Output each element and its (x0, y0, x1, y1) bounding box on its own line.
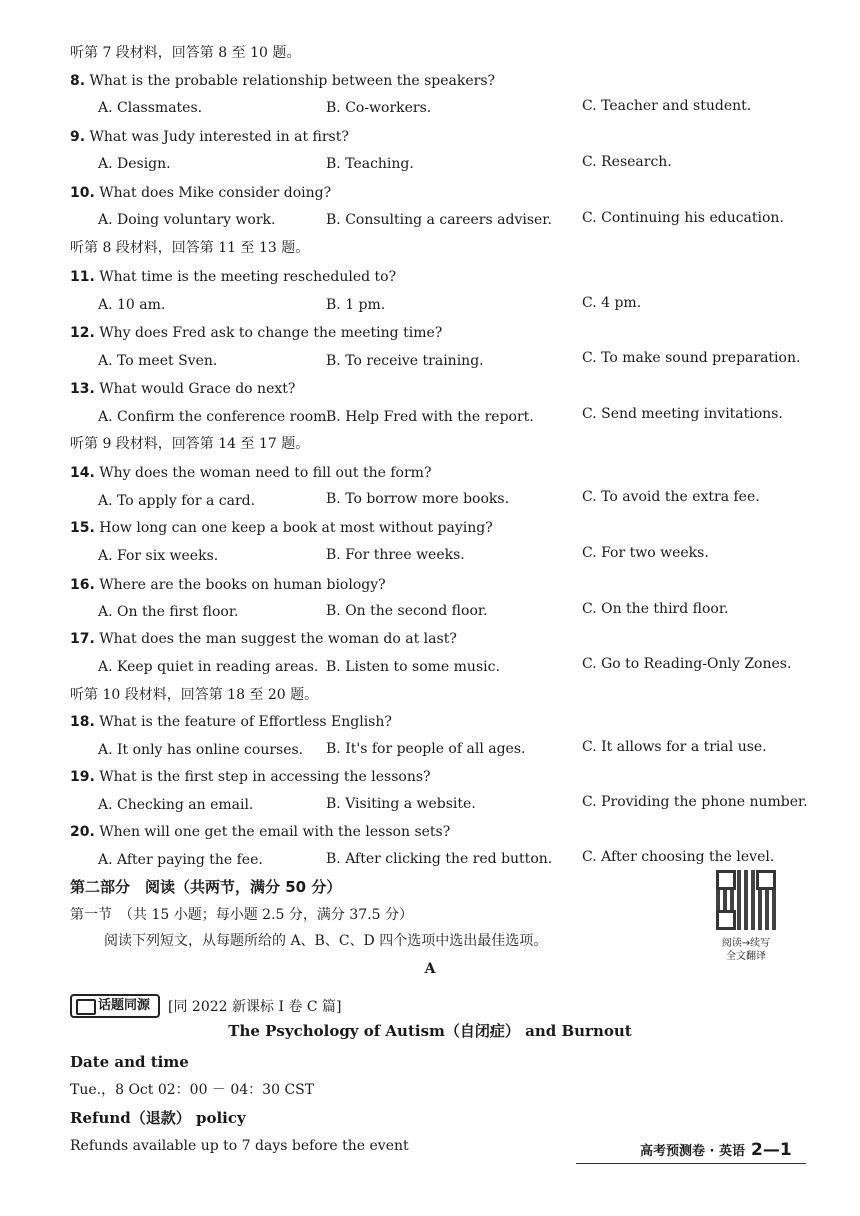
option-a: A. To apply for a card. (98, 493, 256, 509)
option-a: A. It only has online courses. (98, 742, 304, 758)
option-b: B. Teaching. (326, 156, 414, 172)
refund-heading: Refund（退款） policy (70, 1109, 246, 1127)
qr-caption-line2: 全文翻译 (726, 951, 766, 962)
option-b: B. Visiting a website. (326, 796, 476, 812)
option-b: B. To borrow more books. (326, 491, 510, 507)
question-number: 10. (70, 185, 95, 201)
option-a: A. Checking an email. (98, 797, 254, 813)
question-number: 9. (70, 129, 86, 145)
question-text: What does Mike consider doing? (99, 185, 332, 201)
question-10 (70, 184, 331, 202)
question-8 (70, 72, 495, 90)
option-b: B. 1 pm. (326, 297, 386, 313)
question-12 (70, 324, 442, 342)
topic-tag-label: 话题同源 (98, 998, 151, 1013)
question-text: What is the first step in accessing the lessons? (99, 769, 431, 785)
topic-tag (70, 994, 160, 1018)
option-c: C. To avoid the extra fee. (582, 489, 760, 505)
option-a: A. Design. (98, 156, 171, 172)
option-b: B. Listen to some music. (326, 659, 500, 675)
question-text: Where are the books on human biology? (99, 577, 386, 593)
question-14 (70, 464, 431, 482)
question-number: 15. (70, 520, 95, 536)
option-b: B. After clicking the red button. (326, 851, 553, 867)
question-9 (70, 128, 349, 146)
question-19 (70, 768, 431, 786)
question-number: 19. (70, 769, 95, 785)
question-20 (70, 823, 450, 841)
question-text: What was Judy interested in at first? (89, 129, 349, 145)
book-icon (76, 999, 96, 1015)
topic-reference: [同 2022 新课标 Ⅰ 卷 C 篇] (168, 999, 342, 1015)
option-c: C. Go to Reading-Only Zones. (582, 656, 792, 672)
option-a: A. 10 am. (98, 297, 166, 313)
option-c: C. Send meeting invitations. (582, 406, 783, 422)
question-number: 16. (70, 577, 95, 593)
question-number: 12. (70, 325, 95, 341)
question-number: 8. (70, 73, 86, 89)
topic-badge (70, 994, 342, 1018)
option-c: C. After choosing the level. (582, 849, 775, 865)
question-11 (70, 268, 396, 286)
option-a: A. After paying the fee. (98, 852, 263, 868)
option-a: A. Keep quiet in reading areas. (98, 659, 319, 675)
option-a: A. For six weeks. (98, 548, 219, 564)
part2-instruction: 阅读下列短文，从每题所给的 A、B、C、D 四个选项中选出最佳选项。 (104, 933, 548, 949)
question-number: 13. (70, 381, 95, 397)
page-number: 2—1 (751, 1140, 792, 1160)
section-10-heading: 听第 10 段材料，回答第 18 至 20 题。 (70, 687, 319, 703)
qr-code[interactable] (716, 870, 776, 930)
option-b: B. Consulting a careers adviser. (326, 212, 552, 228)
question-number: 14. (70, 465, 95, 481)
section-8-heading: 听第 8 段材料，回答第 11 至 13 题。 (70, 240, 310, 256)
option-b: B. For three weeks. (326, 547, 465, 563)
question-number: 20. (70, 824, 95, 840)
question-number: 17. (70, 631, 95, 647)
question-text: Why does Fred ask to change the meeting time? (99, 325, 443, 341)
question-number: 18. (70, 714, 95, 730)
question-15 (70, 519, 493, 537)
qr-caption-line1: 阅读→续写 (721, 938, 771, 949)
question-text: What does the man suggest the woman do at last? (99, 631, 457, 647)
option-c: C. To make sound preparation. (582, 350, 801, 366)
question-text: What is the feature of Effortless English? (99, 714, 392, 730)
option-b: B. To receive training. (326, 353, 484, 369)
passage-letter: A (424, 961, 436, 977)
option-b: B. On the second floor. (326, 603, 488, 619)
section-7-heading: 听第 7 段材料，回答第 8 至 10 题。 (70, 45, 301, 61)
refund-value: Refunds available up to 7 days before the event (70, 1138, 409, 1154)
option-a: A. On the first floor. (98, 604, 239, 620)
article-title: The Psychology of Autism（自闭症） and Burnout (228, 1022, 632, 1040)
question-text: How long can one keep a book at most without paying? (99, 520, 493, 536)
question-13 (70, 380, 295, 398)
option-c: C. It allows for a trial use. (582, 739, 767, 755)
footer-label: 高考预测卷 · 英语 (640, 1144, 745, 1159)
footer-divider (576, 1163, 806, 1164)
date-heading: Date and time (70, 1053, 189, 1071)
date-value: Tue.，8 Oct 02：00 － 04：30 CST (70, 1082, 315, 1098)
option-c: C. 4 pm. (582, 295, 642, 311)
question-number: 11. (70, 269, 95, 285)
option-b: B. Help Fred with the report. (326, 409, 534, 425)
option-b: B. Co-workers. (326, 100, 432, 116)
question-text: When will one get the email with the lesson sets? (99, 824, 451, 840)
option-a: A. To meet Sven. (98, 353, 218, 369)
question-17 (70, 630, 457, 648)
question-text: What is the probable relationship between the speakers? (89, 73, 496, 89)
option-c: C. Continuing his education. (582, 210, 784, 226)
option-c: C. Research. (582, 154, 672, 170)
option-c: C. Providing the phone number. (582, 794, 808, 810)
part2-subtitle: 第一节 （共 15 小题；每小题 2.5 分，满分 37.5 分） (70, 907, 413, 923)
section-9-heading: 听第 9 段材料，回答第 14 至 17 题。 (70, 436, 310, 452)
question-18 (70, 713, 392, 731)
option-b: B. It's for people of all ages. (326, 741, 526, 757)
question-text: What would Grace do next? (99, 381, 296, 397)
part2-title: 第二部分 阅读（共两节，满分 50 分） (70, 878, 342, 896)
question-16 (70, 576, 386, 594)
question-text: What time is the meeting rescheduled to? (99, 269, 397, 285)
option-a: A. Confirm the conference room. (98, 409, 331, 425)
option-c: C. Teacher and student. (582, 98, 752, 114)
option-a: A. Classmates. (98, 100, 203, 116)
option-c: C. On the third floor. (582, 601, 729, 617)
option-c: C. For two weeks. (582, 545, 709, 561)
footer (640, 1140, 792, 1160)
option-a: A. Doing voluntary work. (98, 212, 276, 228)
question-text: Why does the woman need to fill out the form? (99, 465, 432, 481)
